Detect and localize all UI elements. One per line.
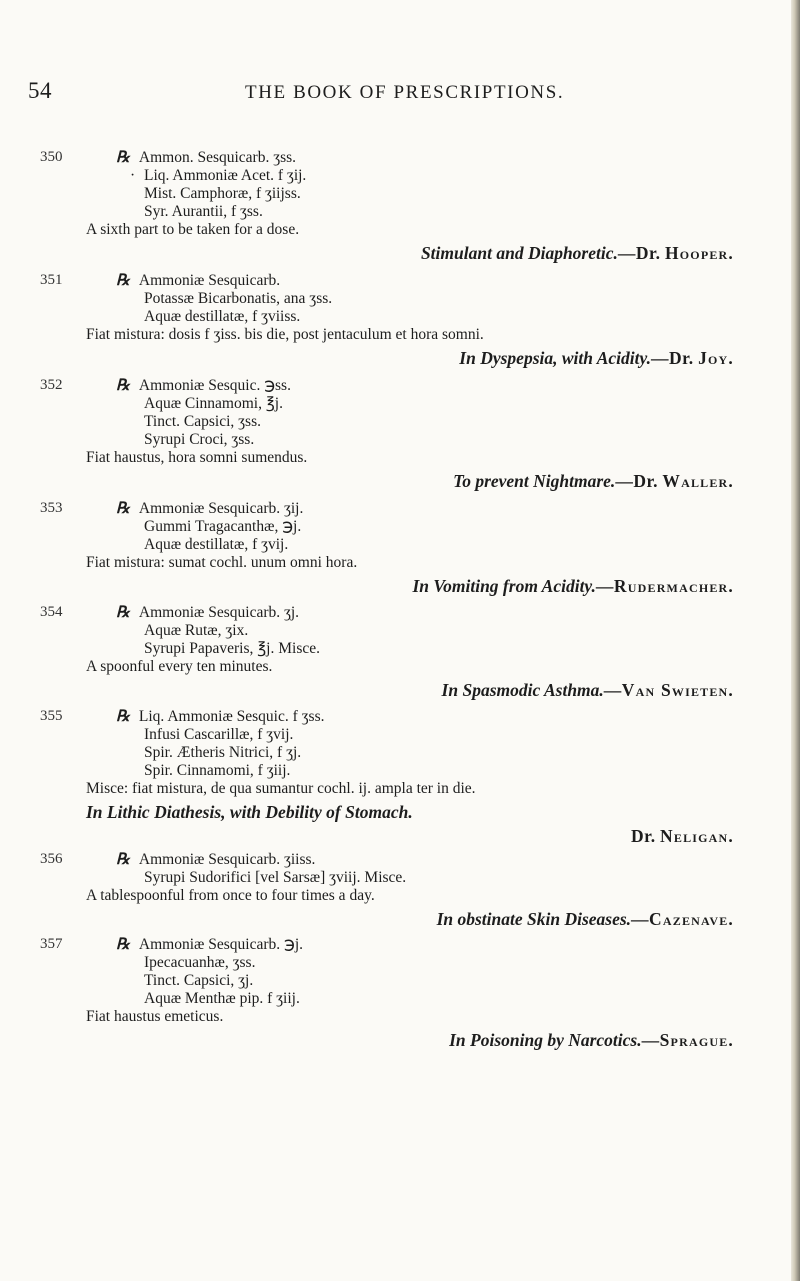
ingredient-line: Gummi Tragacanthæ, ℈j.	[144, 518, 302, 535]
directions-line: Fiat haustus emeticus.	[86, 1008, 224, 1025]
recipe-icon: ℞	[116, 149, 130, 166]
prescription-number: 350	[40, 149, 63, 165]
author: Hooper.	[664, 243, 734, 263]
ingredient-line: Spir. Cinnamomi, f ʒiij.	[144, 762, 291, 779]
directions-line: Fiat mistura: dosis f ʒiss. bis die, post jentaculum et hora somni.	[86, 326, 484, 343]
ingredient-line: ℞ Ammoniæ Sesquicarb.	[116, 272, 281, 289]
attribution: In Spasmodic Asthma.—Van Swieten.	[441, 680, 734, 700]
ingredient-line: Tinct. Capsici, ʒj.	[144, 972, 254, 989]
page-header	[0, 78, 800, 108]
author: Rudermacher.	[613, 576, 734, 596]
attribution: To prevent Nightmare.—Dr. Waller.	[453, 471, 734, 491]
prescription-number: 353	[40, 500, 63, 516]
ingredient-line: Spir. Ætheris Nitrici, f ʒj.	[144, 744, 302, 761]
prescription-number: 352	[40, 377, 63, 393]
author: Joy.	[698, 348, 734, 368]
ingredient-line: Tinct. Capsici, ʒss.	[144, 413, 261, 430]
indication: In Spasmodic Asthma.	[441, 680, 604, 700]
ingredient-line: Syrupi Croci, ʒss.	[144, 431, 255, 448]
attribution: In Poisoning by Narcotics.—Sprague.	[449, 1030, 734, 1050]
directions-line: Fiat haustus, hora somni sumendus.	[86, 449, 308, 466]
page-edge-shadow	[791, 0, 800, 1281]
ingredient-line: Syrupi Sudorifici [vel Sarsæ] ʒviij. Misce.	[144, 869, 407, 886]
prescription-number: 357	[40, 936, 63, 952]
recipe-icon: ℞	[116, 272, 130, 289]
ingredient-line: · Liq. Ammoniæ Acet. f ʒij.	[130, 167, 307, 184]
indication: In Dyspepsia, with Acidity.	[459, 348, 651, 368]
author: Waller.	[662, 471, 734, 491]
recipe-icon: ℞	[116, 500, 130, 517]
ingredient-line: Aquæ Menthæ pip. f ʒiij.	[144, 990, 300, 1007]
ingredient-line: Syrupi Papaveris, ℥j. Misce.	[144, 640, 320, 657]
recipe-icon: ℞	[116, 936, 130, 953]
author: Cazenave.	[649, 909, 734, 929]
author: Neligan.	[660, 826, 734, 846]
ingredient-line: ℞ Ammoniæ Sesquicarb. ℈j.	[116, 936, 303, 953]
indication: To prevent Nightmare.	[453, 471, 616, 491]
ingredient-line: ℞ Ammoniæ Sesquicarb. ʒj.	[116, 604, 300, 621]
recipe-icon: ℞	[116, 604, 130, 621]
ingredient-line: Ipecacuanhæ, ʒss.	[144, 954, 256, 971]
recipe-icon: ℞	[116, 377, 130, 394]
indication: In obstinate Skin Diseases.	[436, 909, 632, 929]
author: Sprague.	[659, 1030, 734, 1050]
directions-line: Fiat mistura: sumat cochl. unum omni hora.	[86, 554, 358, 571]
attribution: Stimulant and Diaphoretic.—Dr. Hooper.	[420, 243, 734, 263]
attribution: Dr. Neligan.	[630, 826, 734, 846]
ingredient-line: Mist. Camphoræ, f ʒiijss.	[144, 185, 301, 202]
ingredient-line: Aquæ destillatæ, f ʒvij.	[144, 536, 289, 553]
running-head: THE BOOK OF PRESCRIPTIONS.	[245, 82, 565, 103]
prescription-number: 355	[40, 708, 63, 724]
ingredient-line: Infusi Cascarillæ, f ʒvij.	[144, 726, 294, 743]
prescription-number: 354	[40, 604, 63, 620]
page-number: 54	[28, 78, 52, 103]
indication: In Lithic Diathesis, with Debility of Stomach.	[86, 802, 413, 822]
directions-line: Misce: fiat mistura, de qua sumantur cochl. ij. ampla ter in die.	[86, 780, 476, 797]
directions-line: A spoonful every ten minutes.	[86, 658, 273, 675]
ingredient-line: ℞ Ammoniæ Sesquic. ℈ss.	[116, 377, 291, 394]
directions-line: A sixth part to be taken for a dose.	[86, 221, 300, 238]
prescription-number: 351	[40, 272, 63, 288]
indication: In Vomiting from Acidity.	[412, 576, 596, 596]
ingredient-line: Potassæ Bicarbonatis, ana ʒss.	[144, 290, 333, 307]
attribution: In obstinate Skin Diseases.—Cazenave.	[436, 909, 734, 929]
ingredient-line: ℞ Ammoniæ Sesquicarb. ʒiiss.	[116, 851, 316, 868]
prescription-number: 356	[40, 851, 63, 867]
author: Van Swieten.	[621, 680, 734, 700]
ingredient-line: Aquæ Rutæ, ʒix.	[144, 622, 249, 639]
indication: In Poisoning by Narcotics.	[449, 1030, 642, 1050]
ingredient-line: ℞ Ammon. Sesquicarb. ʒss.	[116, 149, 297, 166]
ingredient-line: Aquæ destillatæ, f ʒviiss.	[144, 308, 301, 325]
ingredient-line: Syr. Aurantii, f ʒss.	[144, 203, 263, 220]
directions-line: A tablespoonful from once to four times a day.	[86, 887, 375, 904]
attribution: In Vomiting from Acidity.—Rudermacher.	[412, 576, 734, 596]
ingredient-line: ℞ Liq. Ammoniæ Sesquic. f ʒss.	[116, 708, 325, 725]
ingredient-line: ℞ Ammoniæ Sesquicarb. ʒij.	[116, 500, 304, 517]
ingredient-line: Aquæ Cinnamomi, ℥j.	[144, 395, 283, 412]
indication: Stimulant and Diaphoretic.	[420, 243, 618, 263]
attribution: In Dyspepsia, with Acidity.—Dr. Joy.	[459, 348, 734, 368]
recipe-icon: ℞	[116, 851, 130, 868]
recipe-icon: ℞	[116, 708, 130, 725]
